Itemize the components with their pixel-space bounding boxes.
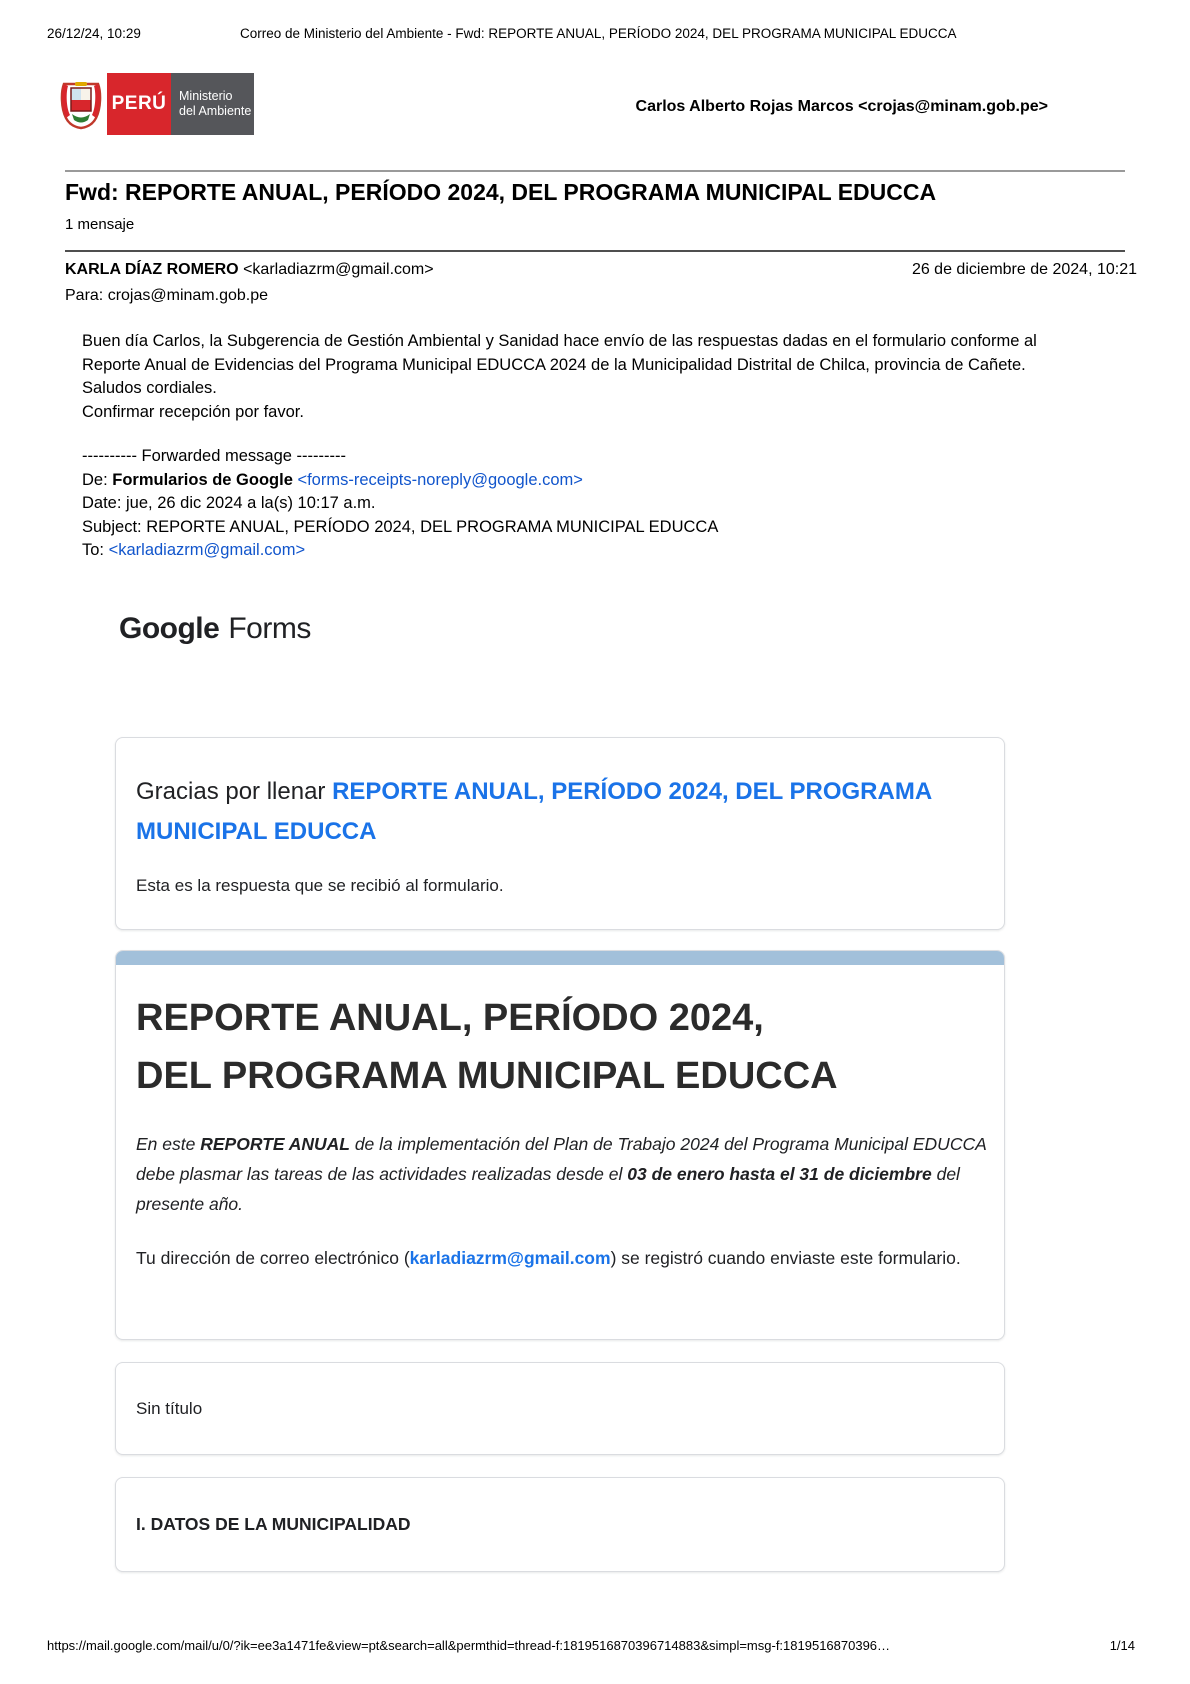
intro-seg3: del presente año.: [136, 1164, 960, 1214]
thread-subject: Fwd: REPORTE ANUAL, PERÍODO 2024, DEL PROGRAMA MUNICIPAL EDUCCA: [65, 179, 937, 205]
minam-logo: [55, 73, 254, 135]
section-title: I. DATOS DE LA MUNICIPALIDAD: [136, 1514, 411, 1534]
forwarded-date-line: Date: jue, 26 dic 2024 a la(s) 10:17 a.m.: [82, 494, 376, 512]
untitled-label: Sin título: [136, 1398, 203, 1418]
email-seg1: Tu dirección de correo electrónico (: [136, 1248, 410, 1268]
forwarded-to-line: [82, 539, 1067, 563]
message-count: 1 mensaje: [65, 216, 135, 233]
body-paragraph: Buen día Carlos, la Subgerencia de Gestión Ambiental y Sanidad hace envío de las respuestas dadas en el formulario conforme al Reporte Anual de Evidencias del Programa Municipal EDUCCA 2024 de la Municipalidad Distrital de Chilca, provincia de Cañete.: [82, 332, 1037, 374]
form-title: [136, 989, 984, 1105]
sender-row: [65, 261, 1137, 279]
response-received-note: Esta es la respuesta que se recibió al formulario.: [136, 876, 504, 895]
intro-bold1: REPORTE ANUAL: [200, 1134, 350, 1154]
section-card: [115, 1477, 1005, 1572]
forwarded-divider: ---------- Forwarded message ---------: [82, 447, 346, 465]
body-closing1: Saludos cordiales.: [82, 379, 217, 397]
ministry-line2: del Ambiente: [179, 104, 252, 118]
to-label: To:: [82, 541, 109, 559]
email-registered-note: [136, 1243, 996, 1273]
forwarded-subject-line: Subject: REPORTE ANUAL, PERÍODO 2024, DEL PROGRAMA MUNICIPAL EDUCCA: [82, 517, 719, 536]
google-forms-wordmark: [119, 612, 311, 646]
recipient-line: Para: crojas@minam.gob.pe: [65, 287, 268, 304]
body-closing2: Confirmar recepción por favor.: [82, 402, 304, 421]
sender-email: <karladiazrm@gmail.com>: [238, 261, 434, 278]
form-title-line2: DEL PROGRAMA MUNICIPAL EDUCCA: [136, 1055, 838, 1097]
intro-bold2: 03 de enero hasta el 31 de diciembre: [627, 1164, 932, 1184]
from-label: De:: [82, 470, 113, 489]
from-email-link[interactable]: <forms-receipts-noreply@google.com>: [292, 470, 583, 489]
form-title-line1: REPORTE ANUAL, PERÍODO 2024,: [136, 997, 764, 1039]
print-footer-url: https://mail.google.com/mail/u/0/?ik=ee3a1471fe&view=pt&search=all&permthid=thread-f:1819516870396714883&simpl=msg-f:1819516870396…: [47, 1638, 891, 1653]
intro-seg1: En este: [136, 1134, 201, 1154]
message-date: 26 de diciembre de 2024, 10:21: [911, 261, 1137, 278]
ministry-label: [171, 73, 254, 135]
divider-subject: [65, 250, 1125, 252]
peru-coat-of-arms-icon: [55, 73, 107, 135]
forms-wordmark: Forms: [228, 612, 311, 645]
print-title: Correo de Ministerio del Ambiente - Fwd: REPORTE ANUAL, PERÍODO 2024, DEL PROGRAMA MUNICIPAL EDUCCA: [240, 26, 957, 41]
thanks-prefix: Gracias por llenar: [136, 778, 333, 805]
form-title-link[interactable]: REPORTE ANUAL, PERÍODO 2024, DEL PROGRAMA MUNICIPAL EDUCCA: [136, 778, 932, 845]
email-body: [82, 330, 1067, 563]
to-email-link[interactable]: <karladiazrm@gmail.com>: [108, 541, 306, 559]
untitled-card: [115, 1362, 1005, 1455]
print-datetime: 26/12/24, 10:29: [47, 26, 141, 41]
sender-name: KARLA DÍAZ ROMERO: [65, 261, 239, 278]
intro-seg2: de la implementación del Plan de Trabajo 2024 del Programa Municipal EDUCCA debe plasmar las tareas de las actividades realizadas desde el: [136, 1134, 987, 1184]
thanks-card: [115, 737, 1005, 930]
sender-identity: [65, 261, 434, 279]
thanks-headline: [136, 772, 986, 852]
peru-label: PERÚ: [107, 73, 171, 135]
divider-top: [65, 170, 1125, 172]
form-header-strip: [116, 951, 1004, 965]
form-response-card: [115, 950, 1005, 1340]
page-indicator: 1/14: [1109, 1638, 1135, 1653]
form-intro: [136, 1129, 996, 1219]
ministry-line1: Ministerio: [179, 89, 233, 103]
google-wordmark: Google: [119, 612, 220, 645]
email-seg2: ) se registró cuando enviaste este formulario.: [610, 1248, 961, 1268]
body-spacer: [82, 424, 1067, 445]
forwarded-from-line: [82, 469, 1067, 493]
account-owner-email: Carlos Alberto Rojas Marcos <crojas@minam.gob.pe>: [635, 98, 1048, 115]
registered-email-link[interactable]: karladiazrm@gmail.com: [409, 1248, 611, 1268]
from-name: Formularios de Google: [112, 470, 293, 489]
